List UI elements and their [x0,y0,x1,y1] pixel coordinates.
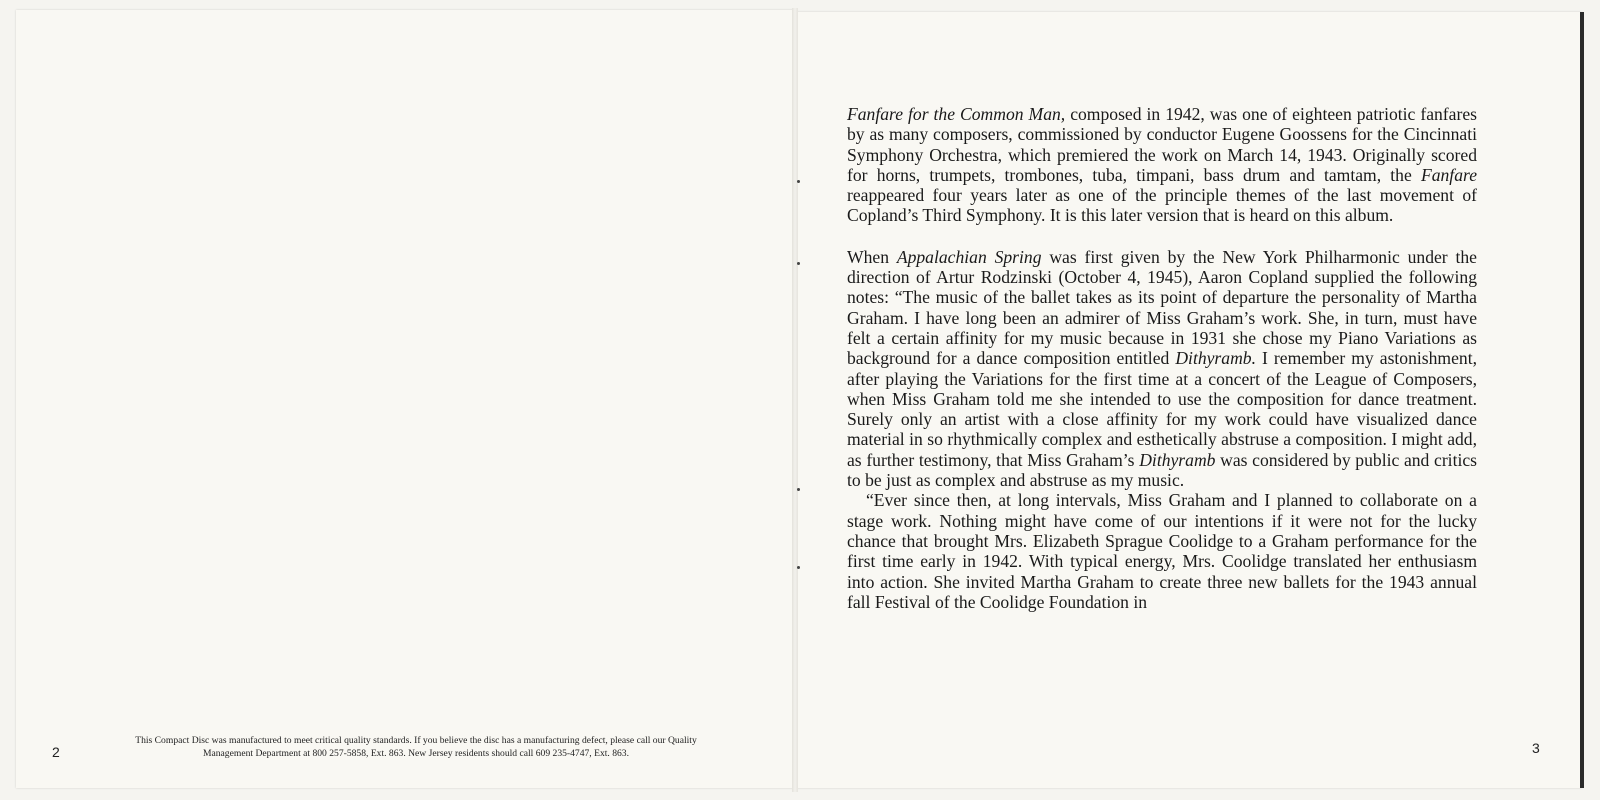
text-run: I remember my astonishment, after playing the Variations for the first time at a concert of the League of Composers, when Miss Graham told me she intended to use the composition for dance treatment. Surely only an artist with a close affinity for my work could have visualized dance material in so rhythmically complex and esthetically abstruse a composition. I might add, as further testimony, that Miss Graham’s [847,348,1478,470]
page-edge [1580,12,1584,788]
paragraph-collaboration: “Ever since then, at long intervals, Miss Graham and I planned to collaborate on a stage work. Nothing might have come of our intentions if it were not for the lucky chance that brought Mrs. Elizabeth Sprague Coolidge to a Graham performance for the first time early in 1942. With typical energy, Mrs. Coolidge translated her enthusiasm into action. She invited Martha Graham to create three new ballets for the 1943 annual fall Festival of the Coolidge Foundation in [847,490,1477,612]
italic-title: Fanfare [1420,164,1477,185]
binding-mark [797,488,800,491]
page-number-right: 3 [1532,740,1540,756]
quality-notice-line-1: This Compact Disc was manufactured to meet critical quality standards. If you believe the disc has a manufacturing defect, please call our Quality [135,735,697,746]
liner-notes-text [847,104,1477,612]
page-number-left: 2 [52,744,60,760]
left-page [16,10,794,788]
text-run: When [847,246,897,267]
quality-notice [86,734,746,760]
italic-title: Dithyramb. [1175,348,1256,369]
text-run: was considered by public and critics to be just as complex and abstruse as my music. [847,449,1478,491]
italic-title: Appalachian Spring [896,246,1042,267]
paragraph-appalachian-spring [847,247,1477,491]
text-run: was first given by the New York Philharmonic under the direction of Artur Rodzinski (October 4, 1945), Aaron Copland supplied the following notes: “The music of the ballet takes as its point of departure the personality of Martha Graham. I have long been an admirer of Miss Graham’s work. She, in turn, must have felt a certain affinity for my music because in 1931 she chose my Piano Variations as background for a dance composition entitled [847,246,1477,369]
center-fold [792,8,798,792]
text-run: composed in 1942, was one of eighteen patriotic fanfares by as many composers, commissioned by conductor Eugene Goossens for the Cincinnati Symphony Orchestra, which premiered the work on March 14, 1943. Originally scored for horns, trumpets, trombones, tuba, timpani, bass drum and tamtam, the [847,104,1477,185]
paragraph-fanfare [847,104,1477,226]
binding-mark [797,566,800,569]
binding-mark [797,180,800,183]
binding-mark [797,262,800,265]
italic-title: Dithyramb [1139,449,1216,470]
italic-title: Fanfare for the Common Man, [847,104,1066,124]
quality-notice-line-2: Management Department at 800 257-5858, Ext. 863. New Jersey residents should call 609 235-4747, Ext. 863. [202,748,630,759]
text-run: reappeared four years later as one of the principle themes of the last movement of Copland’s Third Symphony. It is this later version that is heard on this album. [847,185,1477,226]
